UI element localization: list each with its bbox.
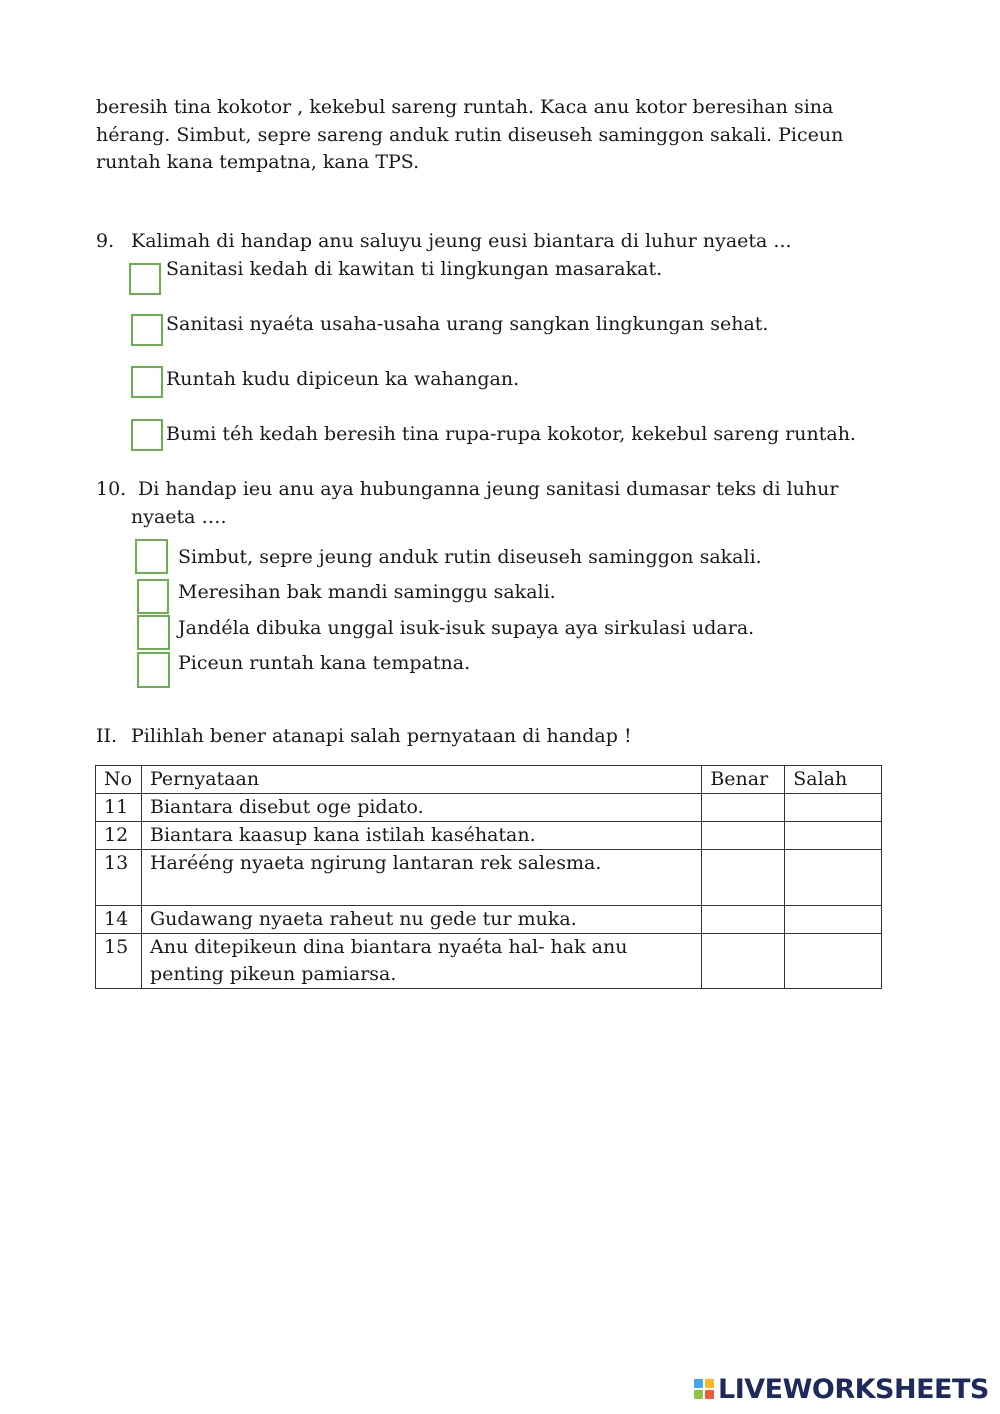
liveworksheets-logo[interactable]: [694, 1374, 989, 1404]
q10-number: 10.: [96, 478, 127, 500]
intro-line: runtah kana tempatna, kana TPS.: [96, 151, 420, 173]
row-statement: [141, 934, 701, 989]
row-statement: [141, 822, 701, 850]
table-row: [96, 934, 882, 989]
q9-option-2-checkbox[interactable]: [131, 314, 163, 346]
row-14-true-cell[interactable]: [702, 906, 785, 934]
q10-option-4-checkbox[interactable]: [137, 652, 170, 688]
intro-paragraph: [96, 94, 896, 177]
q10-option-2-checkbox[interactable]: [137, 579, 169, 614]
table-row: [96, 906, 882, 934]
q9-option-4-checkbox[interactable]: [131, 419, 163, 451]
q9-option-4-label: Bumi téh kedah beresih tina rupa-rupa kokotor, kekebul sareng runtah.: [166, 423, 856, 445]
table-row: [96, 850, 882, 906]
row-11-true-cell[interactable]: [702, 794, 785, 822]
intro-line: beresih tina kokotor , kekebul sareng runtah. Kaca anu kotor beresihan sina: [96, 96, 834, 118]
q10-option-4-label: Piceun runtah kana tempatna.: [178, 652, 471, 674]
q10-option-1-label: Simbut, sepre jeung anduk rutin diseuseh saminggon sakali.: [178, 546, 762, 568]
liveworksheets-logo-icon: [694, 1379, 714, 1399]
intro-line: hérang. Simbut, sepre sareng anduk rutin diseuseh saminggon sakali. Piceun: [96, 123, 844, 146]
section2-number: II.: [96, 725, 118, 747]
row-number: 11: [96, 794, 142, 822]
row-13-true-cell[interactable]: [702, 850, 785, 906]
table-row: [96, 822, 882, 850]
section2-instruction: Pilihlah bener atanapi salah pernyataan di handap !: [131, 725, 632, 747]
q9-option-1-label: Sanitasi kedah di kawitan ti lingkungan masarakat.: [166, 258, 663, 280]
row-statement-text: penting pikeun pamiarsa.: [149, 963, 397, 985]
row-number: 12: [96, 822, 142, 850]
q9-option-3-label: Runtah kudu dipiceun ka wahangan.: [166, 368, 520, 390]
q10-option-1-checkbox[interactable]: [135, 539, 168, 574]
row-statement-text: Biantara disebut oge pidato.: [149, 796, 424, 818]
row-15-false-cell[interactable]: [785, 934, 882, 989]
table-header-row: [96, 766, 882, 794]
q10-option-3-checkbox[interactable]: [137, 615, 170, 650]
row-statement-text: Biantara kaasup kana istilah kaséhatan.: [149, 824, 536, 846]
q9-number: 9.: [96, 230, 115, 252]
true-false-table: [95, 765, 882, 989]
row-number: 15: [96, 934, 142, 989]
table-row: [96, 794, 882, 822]
q10-question-line2: nyaeta ….: [131, 506, 227, 528]
q10-option-2-label: Meresihan bak mandi saminggu sakali.: [178, 581, 556, 603]
row-statement: [141, 906, 701, 934]
row-12-true-cell[interactable]: [702, 822, 785, 850]
row-statement: [141, 794, 701, 822]
q9-option-1-checkbox[interactable]: [129, 263, 161, 295]
q9-question: Kalimah di handap anu saluyu jeung eusi biantara di luhur nyaeta ...: [131, 230, 792, 252]
row-number: 14: [96, 906, 142, 934]
row-statement-text: Anu ditepikeun dina biantara nyaéta hal- hak anu: [149, 936, 628, 958]
header-false: Salah: [785, 766, 882, 794]
row-statement-text: Harééng nyaeta ngirung lantaran rek salesma.: [149, 852, 602, 874]
header-no: No: [96, 766, 142, 794]
q10-question-line1: Di handap ieu anu aya hubunganna jeung sanitasi dumasar teks di luhur: [138, 478, 839, 500]
header-statement: Pernyataan: [141, 766, 701, 794]
row-statement-text: Gudawang nyaeta raheut nu gede tur muka.: [149, 908, 577, 930]
row-number: 13: [96, 850, 142, 906]
row-15-true-cell[interactable]: [702, 934, 785, 989]
header-true: Benar: [702, 766, 785, 794]
q9-option-3-checkbox[interactable]: [131, 366, 163, 398]
q10-option-3-label: Jandéla dibuka unggal isuk-isuk supaya aya sirkulasi udara.: [178, 617, 755, 639]
row-13-false-cell[interactable]: [785, 850, 882, 906]
row-12-false-cell[interactable]: [785, 822, 882, 850]
row-11-false-cell[interactable]: [785, 794, 882, 822]
logo-text: LIVEWORKSHEETS: [718, 1373, 989, 1405]
row-14-false-cell[interactable]: [785, 906, 882, 934]
q9-option-2-label: Sanitasi nyaéta usaha-usaha urang sangkan lingkungan sehat.: [166, 313, 769, 335]
row-statement: [141, 850, 701, 906]
